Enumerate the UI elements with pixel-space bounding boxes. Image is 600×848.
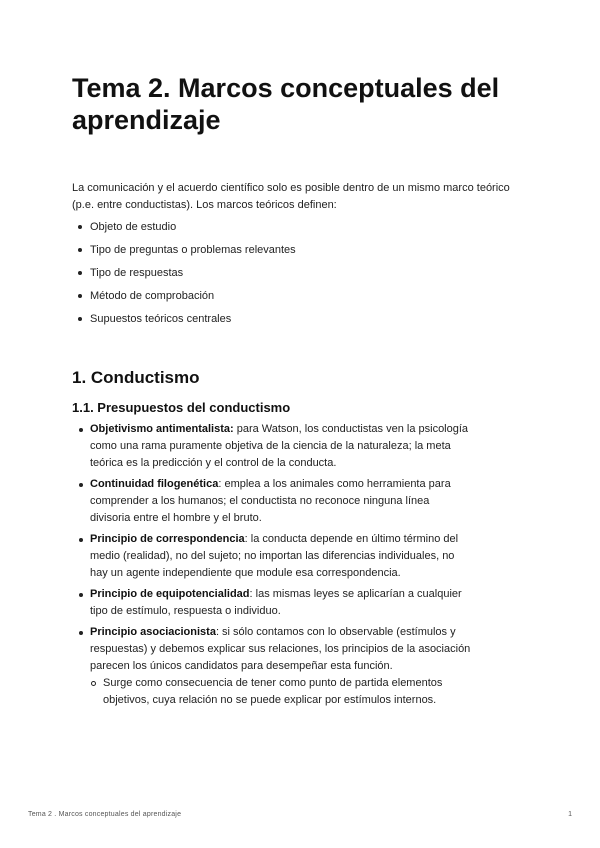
- list-item-term: Principio de equipotencialidad: [90, 588, 250, 600]
- list-item: Objeto de estudio: [72, 219, 532, 242]
- list-item-text: : emplea a los animales como herramienta para comprender a los humanos; el conductista no reconoce ninguna línea divisoria entre el hombre y el bruto.: [90, 478, 451, 524]
- list-item-text: : las mismas leyes se aplicarían a cualquier tipo de estímulo, respuesta o individuo.: [90, 588, 462, 617]
- list-item-text: : si sólo contamos con lo observable (estímulos y respuestas) y debemos explicar sus relaciones, los principios de la asociación parecen los únicos candidatos para desempeñar esta función.: [90, 626, 471, 672]
- list-item: Método de comprobación: [72, 288, 532, 311]
- page-number: 1: [568, 811, 572, 818]
- sub-list-item: Surge como consecuencia de tener como punto de partida elementos objetivos, cuya relación no se puede explicar por estímulos internos.: [90, 675, 472, 709]
- list-item: [72, 476, 472, 527]
- list-item: [72, 531, 472, 582]
- page-title: Tema 2. Marcos conceptuales del aprendizaje: [72, 73, 500, 135]
- list-item: [72, 421, 472, 472]
- list-item: Tipo de respuestas: [72, 265, 532, 288]
- list-item: Supuestos teóricos centrales: [72, 311, 532, 334]
- list-item-term: Principio asociacionista: [90, 626, 216, 638]
- list-item-term: Principio de correspondencia: [90, 533, 245, 545]
- list-item: [72, 624, 472, 709]
- list-item: [72, 586, 472, 620]
- list-item: Tipo de preguntas o problemas relevantes: [72, 242, 532, 265]
- presupuestos-list: [72, 421, 472, 713]
- list-item-term: Continuidad filogenética: [90, 478, 219, 490]
- list-item-text: para Watson, los conductistas ven la psicología como una rama puramente objetiva de la ciencia de la naturaleza; la meta teórica es la predicción y el control de la conducta.: [90, 423, 469, 469]
- subsection-heading: 1.1. Presupuestos del conductismo: [72, 400, 291, 415]
- list-item-term: Objetivismo antimentalista:: [90, 423, 234, 435]
- sub-list: [90, 675, 472, 709]
- section-heading: 1. Conductismo: [72, 368, 200, 387]
- intro-list: [72, 219, 532, 334]
- intro-paragraph: La comunicación y el acuerdo científico solo es posible dentro de un mismo marco teórico (p.e. entre conductistas). Los marcos teóricos definen:: [72, 182, 510, 211]
- list-item-text: : la conducta depende en último término del medio (realidad), no del sujeto; no importan las diferencias individuales, no hay un agente independiente que module esa correspondencia.: [90, 533, 459, 579]
- footer-title: Tema 2 . Marcos conceptuales del aprendizaje: [28, 811, 182, 818]
